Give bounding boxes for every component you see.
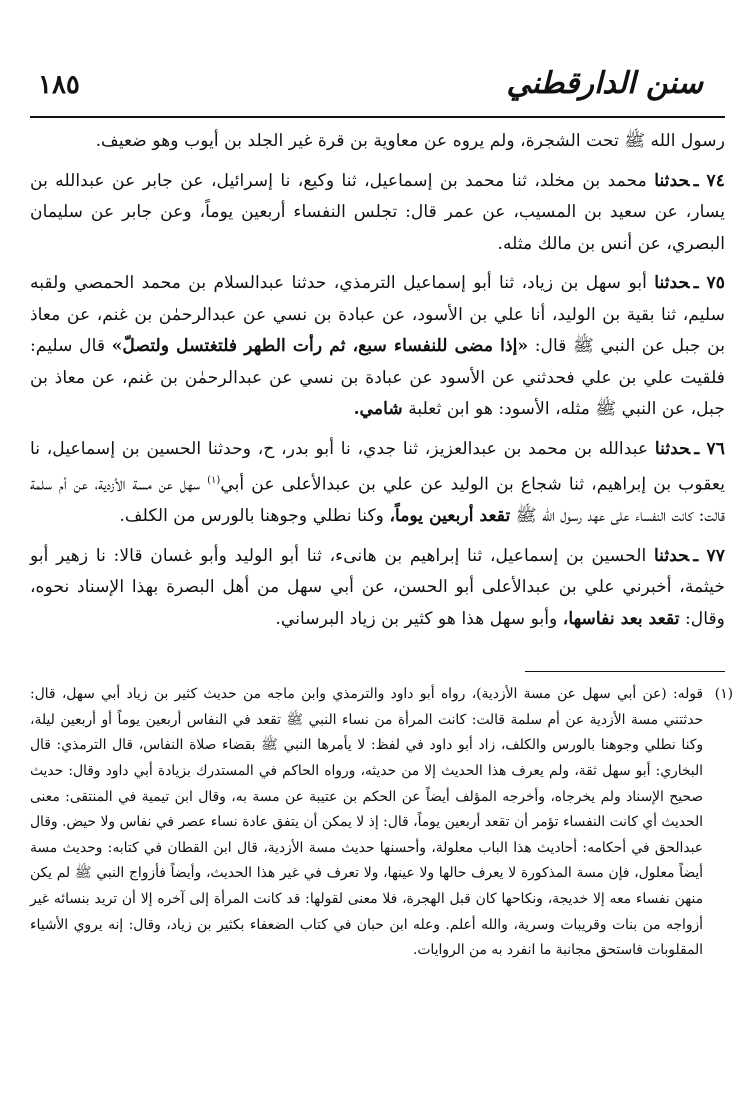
hadith-number: ٧٥ ـ [693, 273, 725, 293]
document-page [30, 60, 733, 964]
hadith-number: ٧٤ ـ [693, 170, 725, 191]
hadith-number: ٧٦ ـ [694, 438, 725, 459]
paragraph-continuation [30, 126, 725, 158]
hadith-text-continued: سهل عن مسة الأزدية، عن أم سلمة قالت: كانت النفساء على عهد رسول الله ﷺ [30, 474, 725, 527]
hadith-lead: حدثنا [654, 438, 691, 459]
hadith-text: عبدالله بن محمد بن عبدالعزيز، ثنا جدي، نا أبو بدر، ح، وحدثنا الحسين بن إسماعيل، نا يعقوب بن إبراهيم، ثنا شجاع بن الوليد عن علي بن عبدالأعلى عن أبي [30, 438, 725, 495]
hadith-bold-phrase: تقعد أربعين يوماً، [389, 506, 511, 527]
hadith-lead: حدثنا [653, 545, 690, 566]
footnote-divider [525, 671, 725, 672]
hadith-bold-phrase: تقعد بعد نفاسها، [562, 608, 680, 629]
main-text [30, 126, 725, 635]
hadith-quote: «إذا مضى للنفساء سبع، ثم رأت الطهر فلتغتسل ولتصلّ» [111, 336, 529, 356]
hadith-last-word: شامي. [353, 399, 403, 419]
hadith-text: الحسين بن إسماعيل، ثنا إبراهيم بن هانىء، ثنا أبو الوليد وأبو غسان قالا: نا زهير أبو خيثمة، أخبرني علي بن عبدالأعلى أبو الحسن، عن أبي سهل من أهل البصرة بهذا الإسناد نحوه، وقال: [30, 545, 725, 629]
hadith-76 [30, 434, 725, 533]
hadith-74 [30, 166, 725, 261]
paragraph-text: رسول الله ﷺ تحت الشجرة، ولم يروه عن معاوية بن قرة غير الجلد بن أيوب وهو ضعيف. [95, 131, 725, 151]
book-title: سنن الدارقطني [506, 66, 703, 101]
hadith-lead: حدثنا [654, 273, 690, 293]
hadith-77 [30, 541, 725, 636]
hadith-text-continued: قال سليم: فلقيت علي بن علي فحدثني عن الأسود عن عبادة بن نسي عن عبدالرحمٰن بن غنم، عن معاذ بن جبل، عن النبي ﷺ مثله، الأسود: هو ابن ثعلبة [30, 336, 725, 419]
hadith-text: أبو سهل بن زياد، ثنا أبو إسماعيل الترمذي، حدثنا عبدالسلام بن محمد الحمصي ولقبه سليم، ثنا بقية بن الوليد، أنا علي بن الأسود، عن عبادة بن نسي عن عبدالرحمٰن بن غنم، عن معاذ بن جبل عن النبي ﷺ قال: [30, 273, 725, 356]
hadith-75 [30, 268, 725, 426]
hadith-text: محمد بن مخلد، ثنا محمد بن إسماعيل، ثنا وكيع، نا إسرائيل، عن جابر عن عبدالله بن يسار، عن سعيد بن المسيب، عن عمر قال: تجلس النفساء أربعين يوماً، وعن جابر عن سليمان البصري، عن أنس بن مالك مثله. [30, 170, 725, 254]
footnote-marker: (١) [714, 686, 733, 703]
hadith-number: ٧٧ ـ [693, 545, 725, 566]
hadith-text-end: وأبو سهل هذا هو كثير بن زياد البرساني. [275, 608, 558, 629]
footnote [30, 682, 733, 964]
hadith-lead: حدثنا [654, 170, 690, 191]
hadith-text-end: وكنا نطلي وجوهنا بالورس من الكلف. [119, 506, 384, 527]
page-header [30, 60, 725, 118]
footnote-reference[interactable]: (١) [207, 475, 221, 486]
page-number: ١٨٥ [38, 70, 80, 100]
footnote-text: قوله: (عن أبي سهل عن مسة الأزدية)، رواه أبو داود والترمذي وابن ماجه من حديث كثير بن زياد أبي سهل، قال: حدثتني مسة الأزدية عن أم سلمة قالت: كانت المرأة من نساء النبي ﷺ تقعد في النفاس أربعين يوماً أو أربعين ليلة، وكنا نطلي وجوهنا بالورس والكلف، زاد أبو داود في لفظ: لا يأمرها النبي ﷺ بقضاء صلاة النفاس، قال الترمذي: قال البخاري: أبو سهل ثقة، ولم يعرف هذا الحديث إلا من حديثه، ورواه الحاكم في المستدرك بزيادة أبي داود وقال: حديث صحيح الإسناد ولم يخرجاه، وأخرجه المؤلف أيضاً عن الحكم بن عتيبة عن مسة به، وقال ابن تيمية في المنتقى: معنى الحديث أي كانت النفساء تؤمر أن تقعد أربعين يوماً، قال: إذ لا يمكن أن يتفق عادة نساء عصر في نفاس ولا حيض. وقال عبدالحق في أحكامه: أحاديث هذا الباب معلولة، وأحسنها حديث مسة الأزدية، قال ابن القطان في كتابه: وحديث مسة أيضاً معلول، فإن مسة المذكورة لا يعرف حالها ولا عينها، ولا تعرف في غير هذا الحديث، وأيضاً فأزواج النبي ﷺ لم يكن منهن نفساء معه إلا خديجة، ونكاحها كان قبل الهجرة، فلا معنى لقولها: قد كانت المرأة إلى آخره إلا أن تريد بنسائه غير أزواجه من بنات وقريبات وسرية، والله أعلم. وعله ابن حبان في كتاب الضعفاء بكثير بن زياد، وقال: إنه يروي الأشياء المقلوبات فاستحق مجانبة ما انفرد به من الروايات. [30, 686, 703, 959]
